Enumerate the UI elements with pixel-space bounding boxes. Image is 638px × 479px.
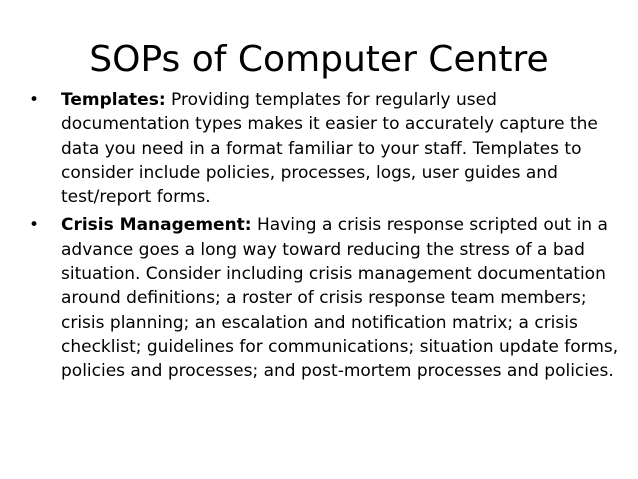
bullet-list xyxy=(26,88,626,388)
bullet-item-templates xyxy=(26,88,626,209)
bullet-item-crisis-management xyxy=(26,213,626,383)
bullet-term: Templates: xyxy=(61,90,166,110)
bullet-term: Crisis Management: xyxy=(61,215,252,236)
bullet-marker: • xyxy=(29,90,40,110)
slide-title: SOPs of Computer Centre xyxy=(89,39,549,80)
bullet-marker: • xyxy=(29,215,40,236)
bullet-text: Having a crisis response scripted out in a advance goes a long way toward reducing the stress of a bad situation. Consider including crisis management documentation around definitions; a roster of crisis response team members; crisis planning; an escalation and notification matrix; a crisis checklist; guidelines for communications; situation update forms, policies and processes; and post-mortem processes and policies. xyxy=(61,215,619,382)
bullet-text: Providing templates for regularly used documentation types makes it easier to accurately capture the data you need in a format familiar to your staff. Templates to consider include policies, processes, logs, user guides and test/report forms. xyxy=(61,90,598,208)
